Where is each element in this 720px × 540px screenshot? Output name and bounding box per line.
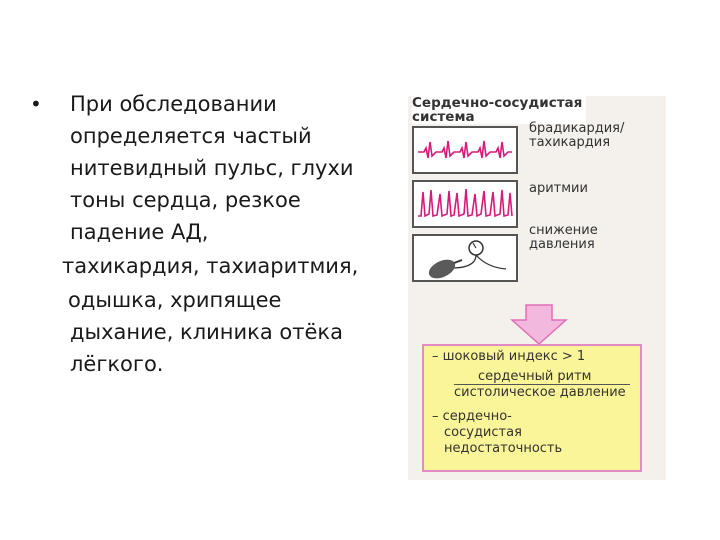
arrhythmia-panel xyxy=(412,180,518,228)
ecg-panel xyxy=(412,126,518,174)
panel-label-2-line-1: аритмии xyxy=(529,181,588,196)
text-line-3: нитевидный пульс, глухи xyxy=(70,156,354,180)
panel-label-1-line-2: тахикардия xyxy=(529,135,611,150)
panel-label-1-line-1: брадикардия/ xyxy=(529,121,625,136)
figure-title xyxy=(412,96,586,124)
figure-title-line-1: Сердечно-сосудистая xyxy=(412,95,583,111)
panel-label-3 xyxy=(529,224,598,252)
text-line-2: определяется частый xyxy=(70,124,312,148)
fraction-denominator: систолическое давление xyxy=(454,385,626,400)
text-line-4: тоны сердца, резкое xyxy=(70,188,301,212)
bullet-marker: • xyxy=(30,92,42,116)
ecg-trace-icon xyxy=(414,128,516,172)
text-line-8: дыхание, клиника отёка xyxy=(70,320,343,344)
text-line-6: тахикардия, тахиаритмия, xyxy=(62,254,359,278)
text-line-7: одышка, хрипящее xyxy=(68,288,282,312)
cardiovascular-figure xyxy=(408,96,666,480)
blood-pressure-panel xyxy=(412,234,518,282)
panel-label-1 xyxy=(529,122,624,150)
text-line-9: лёгкого. xyxy=(70,352,164,376)
insufficiency-line-2: сосудистая xyxy=(444,425,522,440)
text-line-1: При обследовании xyxy=(70,92,277,116)
shock-index-line: – шоковый индекс > 1 xyxy=(432,349,586,364)
panel-label-2 xyxy=(529,182,588,196)
text-line-5: падение АД, xyxy=(70,220,209,244)
figure-title-line-2: система xyxy=(412,109,475,125)
panel-label-3-line-1: снижение xyxy=(529,223,598,238)
insufficiency-line-3: недостаточность xyxy=(444,441,563,456)
shock-index-box xyxy=(422,344,642,472)
panel-label-3-line-2: давления xyxy=(529,237,595,252)
blood-pressure-gauge-icon xyxy=(414,236,516,280)
insufficiency-line-1: – сердечно- xyxy=(432,409,512,424)
fraction-numerator: сердечный ритм xyxy=(478,369,592,384)
arrhythmia-trace-icon xyxy=(414,182,516,226)
